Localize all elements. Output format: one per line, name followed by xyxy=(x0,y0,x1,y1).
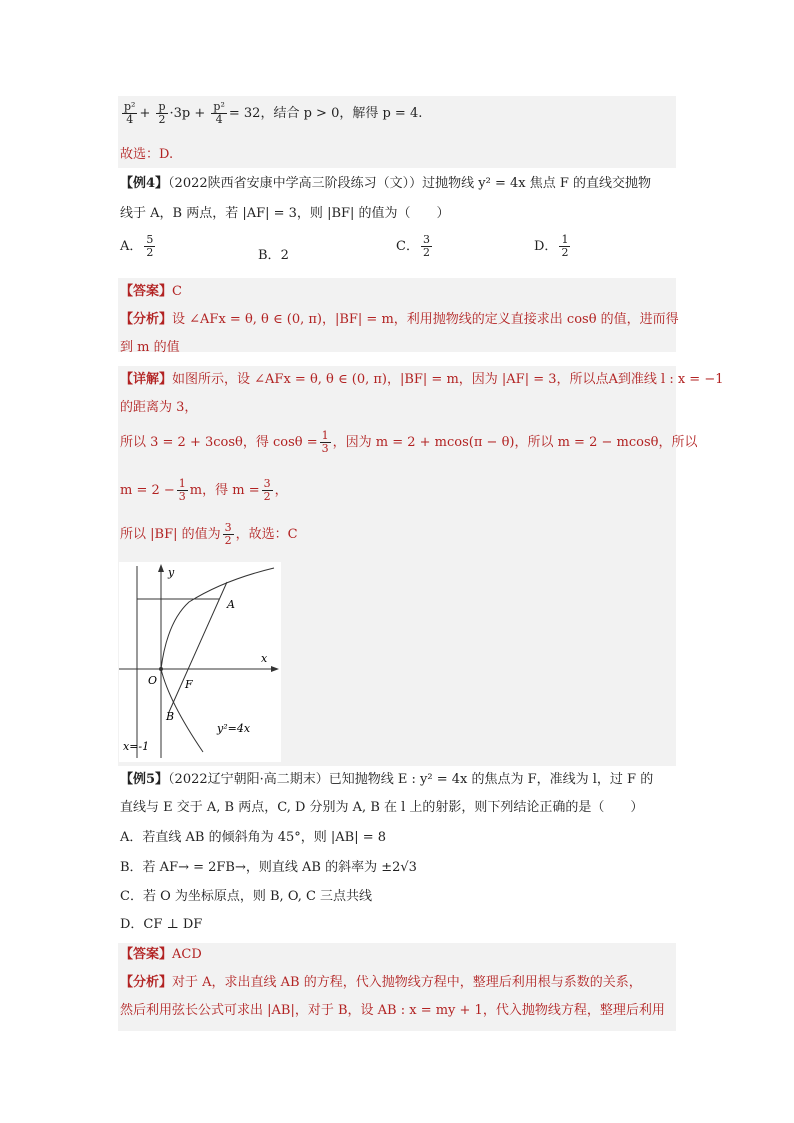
answer-ex5: 【答案】ACD xyxy=(120,947,202,962)
directrix-label: x=-1 xyxy=(123,740,150,753)
x-axis-label: x xyxy=(261,652,268,665)
example-4-stem-1: 【例4】（2022陕西省安康中学高三阶段练习（文））过抛物线 y² = 4x 焦点 F 的直线交抛物 xyxy=(120,176,651,191)
answer-ex4: 【答案】C xyxy=(120,284,182,299)
y-axis-label: y xyxy=(168,566,175,579)
example-5-stem-2: 直线与 E 交于 A, B 两点，C, D 分别为 A, B 在 l 上的射影，则下列结论正确的是（ ） xyxy=(120,800,644,815)
option-c: C． $\frac{3}{2}$ xyxy=(396,233,430,259)
analysis-ex4-1: 【分析】设 ∠AFx = θ, θ ∈ (0, π)，|BF| = m，利用抛物线的定义直接求出 cosθ 的值，进而得 xyxy=(120,312,679,327)
option-a: A． $\frac{5}{2}$ xyxy=(120,233,154,259)
example-5-option-d: D．CF ⊥ DF xyxy=(120,917,203,932)
point-b-label: B xyxy=(166,710,175,723)
curve-label: y²=4x xyxy=(217,722,251,735)
formula-line: $\frac{\text{p²}}{4}$ + $\frac{p}{2}$ ·3p + $\frac{\text{p²}}{4}$ = 32，结合 p > 0，解得 p = 4. xyxy=(124,100,423,126)
example-5-stem-1: 【例5】（2022辽宁朝阳·高二期末）已知抛物线 E : y² = 4x 的焦点为 F，准线为 l，过 F 的 xyxy=(120,772,654,787)
option-b: B．2 xyxy=(258,248,289,263)
choose-line: 故选：D. xyxy=(120,147,174,162)
origin-point xyxy=(159,667,163,671)
example-5-option-a: A．若直线 AB 的倾斜角为 45°，则 |AB| = 8 xyxy=(120,830,387,845)
detail-ex4-4: m = 2 − $\frac{1}{3}$ m，得 m = $\frac{3}{2}$ ， xyxy=(120,477,288,503)
analysis-ex4-2: 到 m 的值 xyxy=(120,340,180,355)
example-5-option-b: B．若 AF→ = 2FB→，则直线 AB 的斜率为 ±2√3 xyxy=(120,860,417,875)
analysis-ex5-2: 然后利用弦长公式可求出 |AB|，对于 B，设 AB : x = my + 1，代入抛物线方程，整理后利用 xyxy=(120,1003,665,1018)
detail-ex4-1: 【详解】如图所示，设 ∠AFx = θ, θ ∈ (0, π)，|BF| = m，因为 |AF| = 3，所以点A到准线 l : x = −1 xyxy=(120,372,724,387)
detail-ex4-2: 的距离为 3， xyxy=(120,400,198,415)
point-a-label: A xyxy=(227,598,235,611)
parabola-figure xyxy=(119,562,281,762)
analysis-ex5-1: 【分析】对于 A，求出直线 AB 的方程，代入抛物线方程中，整理后利用根与系数的关系， xyxy=(120,975,642,990)
focus-label: F xyxy=(185,678,193,691)
detail-ex4-5: 所以 |BF| 的值为 $\frac{3}{2}$ ，故选：C xyxy=(120,521,298,547)
example-5-option-c: C．若 O 为坐标原点，则 B, O, C 三点共线 xyxy=(120,889,373,904)
detail-ex4-3: 所以 3 = 2 + 3cosθ，得 cosθ = $\frac{1}{3}$ ，因为 m = 2 + mcos(π − θ)，所以 m = 2 − mcosθ，所以 xyxy=(120,429,698,455)
origin-label: O xyxy=(148,674,158,687)
example-4-stem-2: 线于 A，B 两点，若 |AF| = 3，则 |BF| 的值为（ ） xyxy=(120,206,450,221)
option-d: D． $\frac{1}{2}$ xyxy=(534,233,569,259)
